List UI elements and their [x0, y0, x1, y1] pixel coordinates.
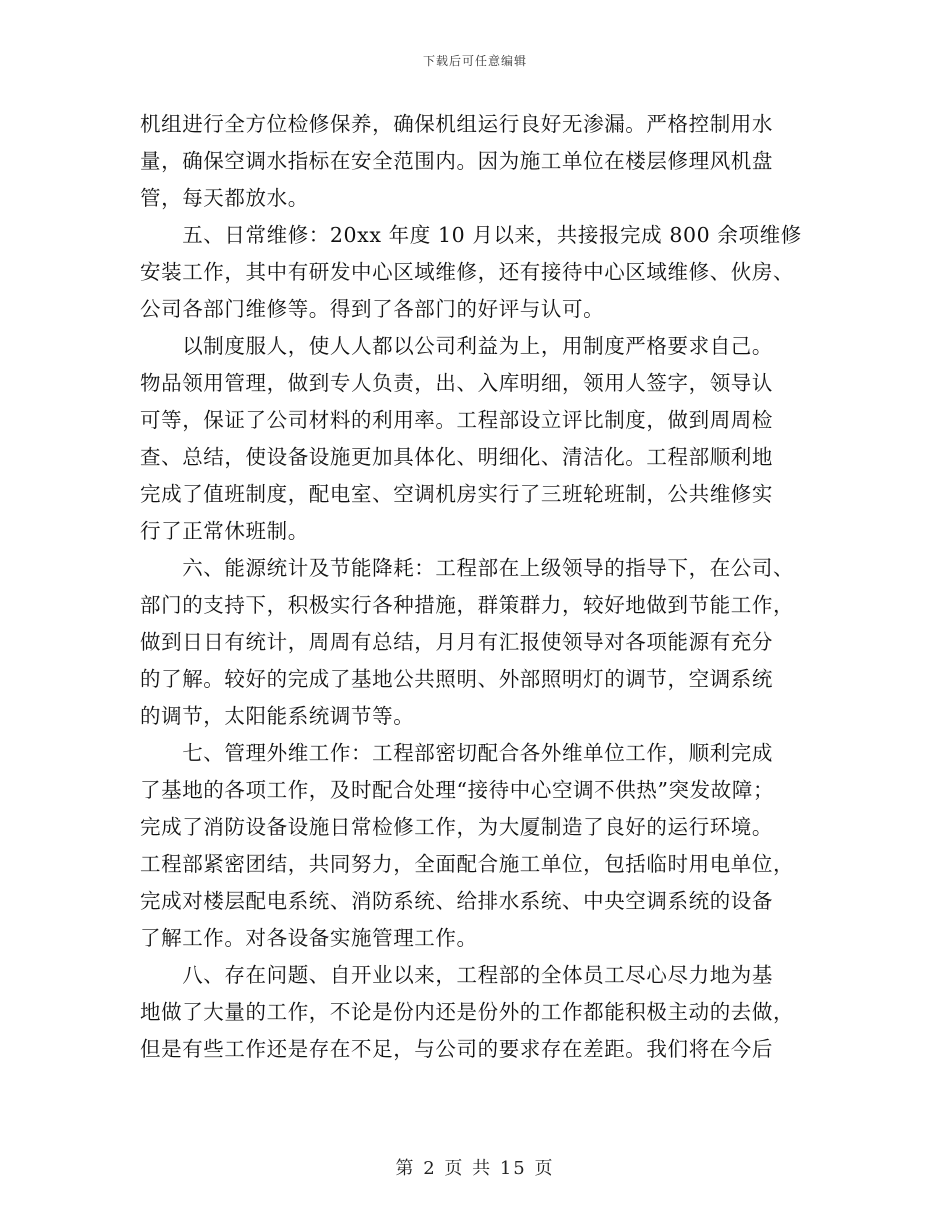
- text-line: 完成了消防设备设施日常检修工作，为大厦制造了良好的运行环境。: [140, 815, 773, 839]
- text-line: 公司各部门维修等。得到了各部门的好评与认可。: [140, 297, 605, 321]
- text-line: 了解工作。对各设备实施管理工作。: [140, 926, 478, 950]
- text-line: 量，确保空调水指标在安全范围内。因为施工单位在楼层修理风机盘: [140, 149, 773, 173]
- text-line: 八、存在问题、自开业以来，工程部的全体员工尽心尽力地为基: [140, 963, 773, 987]
- paragraph-management-system: [140, 328, 805, 550]
- text-line: 完成了值班制度，配电室、空调机房实行了三班轮班制，公共维修实: [140, 482, 773, 506]
- paragraph-external-maintenance: [140, 735, 805, 957]
- page-header: 下载后可任意编辑: [422, 54, 527, 68]
- text-line: 物品领用管理，做到专人负责，出、入库明细，领用人签字，领导认: [140, 371, 773, 395]
- text-line: 部门的支持下，积极实行各种措施，群策群力，较好地做到节能工作，: [140, 593, 795, 617]
- text-line: 可等，保证了公司材料的利用率。工程部设立评比制度，做到周周检: [140, 408, 773, 432]
- paragraph-energy-saving: [140, 550, 805, 735]
- text-line: 六、能源统计及节能降耗：工程部在上级领导的指导下，在公司、: [140, 556, 795, 580]
- text-line: 七、管理外维工作：工程部密切配合各外维单位工作，顺利完成: [140, 741, 773, 765]
- document-body: [140, 106, 805, 1068]
- text-line: 行了正常休班制。: [140, 519, 309, 543]
- text-line: 以制度服人，使人人都以公司利益为上，用制度严格要求自己。: [140, 334, 773, 358]
- text-line: 查、总结，使设备设施更加具体化、明细化、清洁化。工程部顺利地: [140, 445, 773, 469]
- text-line: 工程部紧密团结，共同努力，全面配合施工单位，包括临时用电单位，: [140, 852, 795, 876]
- paragraph-maintenance-continued: [140, 106, 805, 217]
- text-line: 地做了大量的工作，不论是份内还是份外的工作都能积极主动的去做，: [140, 1000, 795, 1024]
- text-line: 管，每天都放水。: [140, 186, 309, 210]
- text-line: 五、日常维修：20xx 年度 10 月以来，共接报完成 800 余项维修: [140, 223, 802, 247]
- text-line: 的调节，太阳能系统调节等。: [140, 704, 415, 728]
- paragraph-daily-repair: [140, 217, 805, 328]
- text-line: 的了解。较好的完成了基地公共照明、外部照明灯的调节，空调系统: [140, 667, 773, 691]
- text-line: 但是有些工作还是存在不足，与公司的要求存在差距。我们将在今后: [140, 1037, 773, 1061]
- paragraph-existing-problems: [140, 957, 805, 1068]
- text-line: 机组进行全方位检修保养，确保机组运行良好无渗漏。严格控制用水: [140, 112, 773, 136]
- text-line: 了基地的各项工作，及时配合处理“接待中心空调不供热”突发故障；: [140, 778, 775, 802]
- page-number-footer: 第 2 页 共 15 页: [395, 1158, 555, 1179]
- text-line: 完成对楼层配电系统、消防系统、给排水系统、中央空调系统的设备: [140, 889, 773, 913]
- text-line: 做到日日有统计，周周有总结，月月有汇报使领导对各项能源有充分: [140, 630, 773, 654]
- text-line: 安装工作，其中有研发中心区域维修，还有接待中心区域维修、伙房、: [140, 260, 795, 284]
